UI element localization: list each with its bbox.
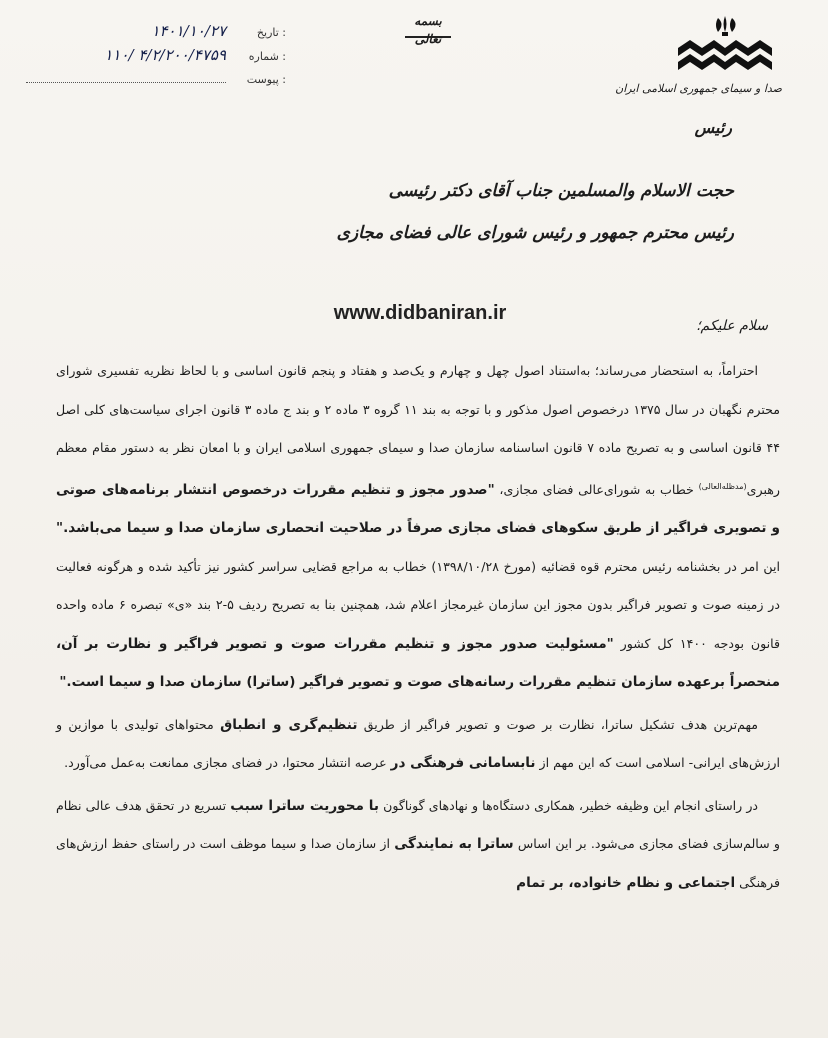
addressee-block [274,170,734,254]
p3-text-b: تسریع در تحقق هدف عالی نظام و سالم‌سازی فضای مجازی می‌شود. بر این اساس [56,797,780,852]
p3-bold-1: با محوریت ساترا سبب [230,797,379,814]
p1-bold-quote-1: "صدور مجوز و تنظیم مقررات درخصوص انتشار برنامه‌های صوتی و تصویری فراگیر از طریق سکوهای فضای مجازی صرفاً در صلاحیت انحصاری سازمان صدا و سیما می‌باشد." [56,481,780,537]
p1-bold-quote-2: "مسئولیت صدور مجوز و تنظیم مقررات صوت و تصویر فراگیر و نظارت بر آن، منحصراً برعهده [56,635,780,691]
salutation: سلام علیکم؛ [696,318,768,334]
p3-text-c: از سازمان صدا و سیما موظف است در راستای حفظ ارزش‌های فرهنگی [56,836,780,890]
p3-bold-2: ساترا به نمایندگی [394,836,514,853]
p3-bold-3: اجتماعی و نظام خانواده، بر تمام [516,874,736,891]
number-row [26,46,286,70]
date-row [26,22,286,46]
p1-text-d: سازمان تنظیم مقررات رسانه‌های صوت و تصویر فراگیر (ساترا) سازمان صدا و سیما است." [59,674,678,691]
addressee-title: رئیس محترم جمهور و رئیس شورای عالی فضای مجازی [336,223,734,243]
number-value: ۴/۲/۲۰۰/۴۷۵۹ /۱۱۰ [104,46,226,64]
p2-text-a: مهم‌ترین هدف تشکیل ساترا، نظارت بر صوت و تصویر فراگیر از طریق [357,716,759,732]
p2-text-c: عرصه انتشار محتوا، در فضای مجازی ممانعت به‌عمل می‌آورد. [64,755,391,771]
paragraph-2 [56,706,780,783]
p1-superscript: (مدظله‌العالی) [698,481,747,491]
attachment-row [26,70,286,94]
p1-text-c: این امر در بخشنامه رئیس محترم قوه قضائیه (مورخ ۱۳۹۸/۱۰/۲۸) خطاب به مراجع قضایی سراسر کشور نیز تأکید شده و هرگونه فعالیت در زمینه صوت و تصویر فراگیر بدون مجوز این سازمان غیرمجاز اعلام شد، همچنین بنا به تصریح ردیف ۵-۲ بند «ی» تبصره ۶ ماده واحده قانون بودجه ۱۴۰۰ کل کشور [56,558,780,651]
p1-text-b: خطاب به شورای‌عالی فضای مجازی، [494,481,699,497]
paragraph-1 [56,352,780,702]
date-value: ۱۴۰۱/۱۰/۲۷ [151,22,226,40]
p3-text-a: در راستای انجام این وظیفه خطیر، همکاری دستگاه‌ها و نهادهای گوناگون [378,797,759,813]
organization-name: صدا و سیمای جمهوری اسلامی ایران [615,82,782,95]
p2-bold-2: نابسامانی فرهنگی در [390,755,536,772]
date-label: : تاریخ [256,26,286,39]
office-title: رئیس [694,118,732,137]
attachment-dots [26,70,226,83]
p2-text-b: محتواهای تولیدی با موازین و ارزش‌های ایرانی- اسلامی است که این مهم از [56,716,780,771]
letter-meta [26,22,286,94]
paragraph-3 [56,787,780,903]
number-label: : شماره [248,50,286,63]
attachment-label: : پیوست [246,73,286,86]
bismillah-heading: بسمه تعالی [405,12,451,38]
watermark-url: www.didbaniran.ir [333,302,507,324]
letter-body [56,352,780,902]
p2-bold-1: تنظیم‌گری و انطباق [220,716,358,733]
p1-text-a: احتراماً، به استحضار می‌رساند؛ به‌استناد اصول چهل و چهارم و یک‌صد و هفتاد و پنجم قانون اساسی و با لحاظ نظریه تفسیری شورای محترم نگهبان در سال ۱۳۷۵ درخصوص اصول مذکور و با توجه به بند ۱۱ گروه ۳ ماده ۲ و بند ج ماده ۳ قانون اجرای سیاست‌های کلی اصل ۴۴ قانون اساسی و به تصریح ماده ۷ قانون اساسنامه سازمان صدا و سیمای جمهوری اسلامی ایران و با امعان نظر به دستور مقام معظم رهبری [56,363,780,497]
addressee-line: حجت الاسلام والمسلمین جناب آقای دکتر رئیسی [388,181,734,201]
irib-logo-icon [670,14,780,84]
